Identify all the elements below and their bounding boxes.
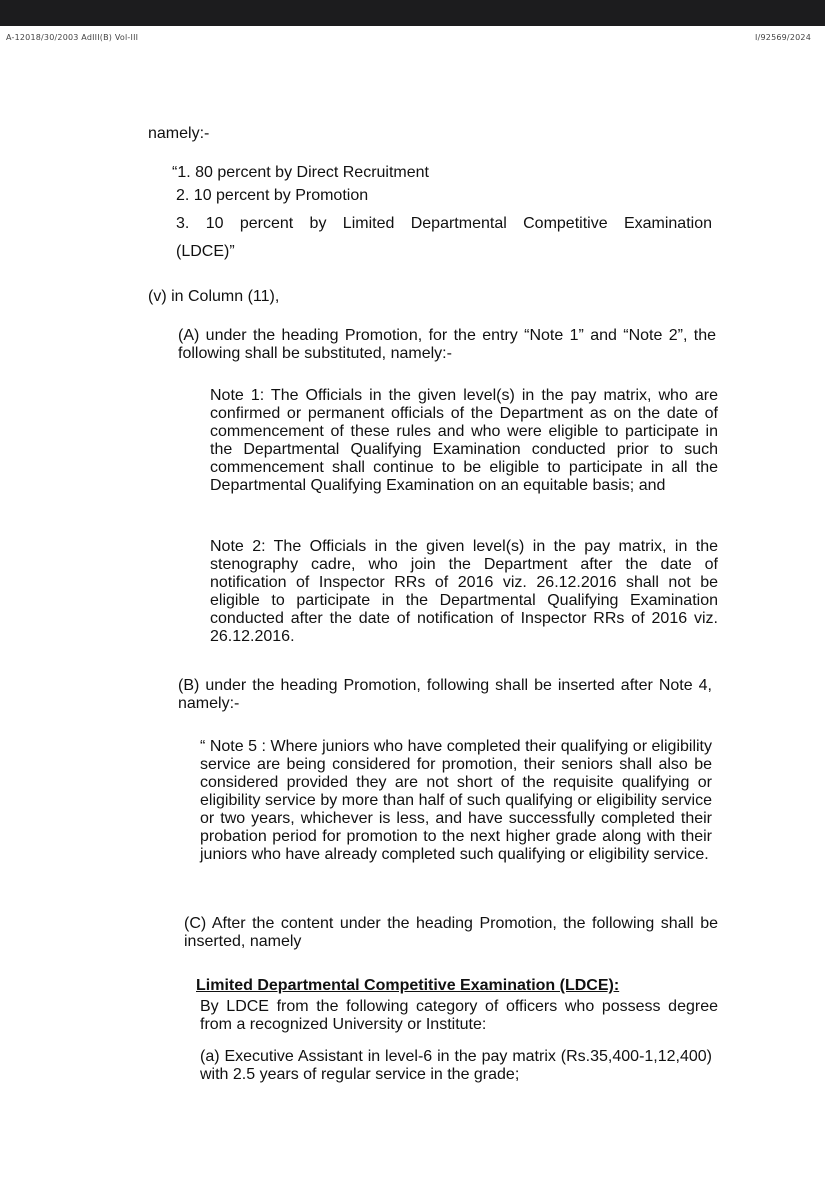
top-bar xyxy=(0,0,825,26)
note-1: Note 1: The Officials in the given level(s) in the pay matrix, who are confirmed or permanent officials of the Department as on the date of commencement of these rules and who were eligible to participate in the Departmental Qualifying Examination conducted prior to such commencement shall continue to be eligible to participate in all the Departmental Qualifying Examination on an equitable basis; and xyxy=(210,387,718,494)
item-a: (A) under the heading Promotion, for the entry “Note 1” and “Note 2”, the following shall be substituted, namely:- xyxy=(178,327,716,362)
note-5: “ Note 5 : Where juniors who have completed their qualifying or eligibility service are being considered for promotion, their seniors shall also be considered provided they are not short of the requisite qualifying or eligibility service by more than half of such qualifying or eligibility service or two years, whichever is less, and have successfully completed their probation period for promotion to the next higher grade along with their juniors who have already completed such qualifying or eligibility service. xyxy=(200,738,712,863)
list-item-3-cont: (LDCE)” xyxy=(176,243,235,260)
ldce-heading: Limited Departmental Competitive Examination (LDCE): xyxy=(196,977,620,994)
item-c: (C) After the content under the heading Promotion, the following shall be inserted, namely xyxy=(184,915,718,950)
ldce-intro: By LDCE from the following category of officers who possess degree from a recognized University or Institute: xyxy=(200,998,718,1033)
document-id: I/92569/2024 xyxy=(755,33,811,42)
file-reference: A-12018/30/2003 AdIII(B) Vol-III xyxy=(6,33,139,42)
intro-text: namely:- xyxy=(148,125,210,142)
list-item-2: 2. 10 percent by Promotion xyxy=(176,187,369,204)
ldce-item-a: (a) Executive Assistant in level-6 in the pay matrix (Rs.35,400-1,12,400) with 2.5 years of regular service in the grade; xyxy=(200,1048,712,1083)
note-2: Note 2: The Officials in the given level(s) in the pay matrix, in the stenography cadre, who join the Department after the date of notification of Inspector RRs of 2016 viz. 26.12.2016 shall not be eligible to participate in the Departmental Qualifying Examination conducted after the date of notification of Inspector RRs of 2016 viz. 26.12.2016. xyxy=(210,538,718,645)
list-item-1: “1. 80 percent by Direct Recruitment xyxy=(172,164,429,181)
item-b: (B) under the heading Promotion, following shall be inserted after Note 4, namely:- xyxy=(178,677,712,712)
list-item-3: 3. 10 percent by Limited Departmental Competitive Examination xyxy=(176,215,712,232)
item-v: (v) in Column (11), xyxy=(148,288,280,305)
